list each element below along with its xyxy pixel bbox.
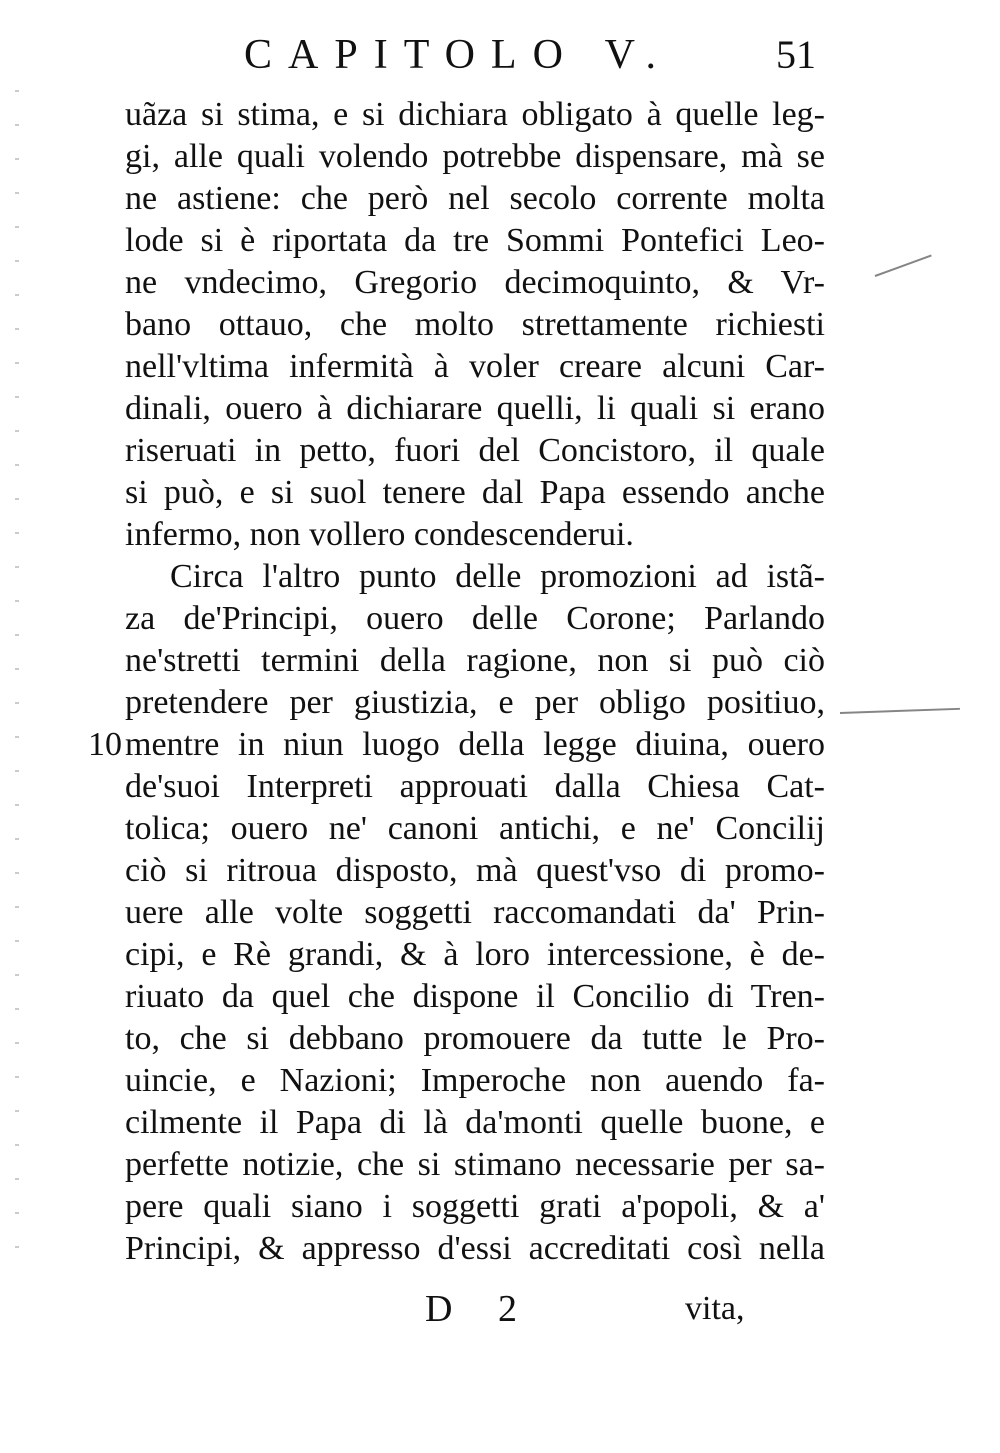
text-line: riseruati in petto, fuori del Concistoro, il quale [125, 432, 825, 469]
text-line: tolica; ouero ne' canoni antichi, e ne' Concilij [125, 810, 825, 847]
text-line: de'suoi Interpreti approuati dalla Chiesa Cat- [125, 768, 825, 805]
text-line: za de'Principi, ouero delle Corone; Parlando [125, 600, 825, 637]
paragraph-start-line: Circa l'altro punto delle promozioni ad istã- [170, 558, 825, 595]
text-line: ne'stretti termini della ragione, non si può ciò [125, 642, 825, 679]
text-line: cipi, e Rè grandi, & à loro intercessione, è de- [125, 936, 825, 973]
catchword: vita, [685, 1290, 745, 1327]
text-line: mentre in niun luogo della legge diuina, ouero [125, 726, 825, 763]
page-footer [125, 1286, 825, 1332]
text-line: uincie, e Nazioni; Imperoche non auendo fa- [125, 1062, 825, 1099]
chapter-title: CAPITOLO V. [244, 32, 673, 78]
text-line: si può, e si suol tenere dal Papa essendo anche [125, 474, 825, 511]
text-line: cilmente il Papa di là da'monti quelle buone, e [125, 1104, 825, 1141]
text-line: bano ottauo, che molto strettamente richiesti [125, 306, 825, 343]
scan-edge-marks [15, 90, 19, 1270]
text-line: pretendere per giustizia, e per obligo positiuo, [125, 684, 825, 721]
text-line: uãza si stima, e si dichiara obligato à quelle leg- [125, 96, 825, 133]
text-line: ne vndecimo, Gregorio decimoquinto, & Vr- [125, 264, 825, 301]
text-line: uere alle volte soggetti raccomandati da' Prin- [125, 894, 825, 931]
margin-pen-stroke [840, 708, 960, 714]
body-text [125, 94, 825, 1270]
text-line: Principi, & appresso d'essi accreditati così nella [125, 1230, 825, 1267]
text-line: dinali, ouero à dichiarare quelli, li quali si erano [125, 390, 825, 427]
text-line: ciò si ritroua disposto, mà quest'vso di promo- [125, 852, 825, 889]
text-line: ne astiene: che però nel secolo corrente molta [125, 180, 825, 217]
text-line: nell'vltima infermità à voler creare alcuni Car- [125, 348, 825, 385]
margin-line-number: 10 [88, 726, 122, 763]
text-line: infermo, non vollero condescenderui. [125, 516, 634, 553]
text-line: pere quali siano i soggetti grati a'popoli, & a' [125, 1188, 825, 1225]
text-line: to, che si debbano promouere da tutte le Pro- [125, 1020, 825, 1057]
text-line: perfette notizie, che si stimano necessarie per sa- [125, 1146, 825, 1183]
text-line: lode si è riportata da tre Sommi Pontefici Leo- [125, 222, 825, 259]
text-line: gi, alle quali volendo potrebbe dispensare, mà se [125, 138, 825, 175]
page-number: 51 [776, 32, 816, 77]
text-line: riuato da quel che dispone il Concilio di Tren- [125, 978, 825, 1015]
signature-mark: D 2 [425, 1288, 535, 1330]
margin-pen-stroke [875, 255, 932, 277]
running-head [230, 30, 830, 80]
